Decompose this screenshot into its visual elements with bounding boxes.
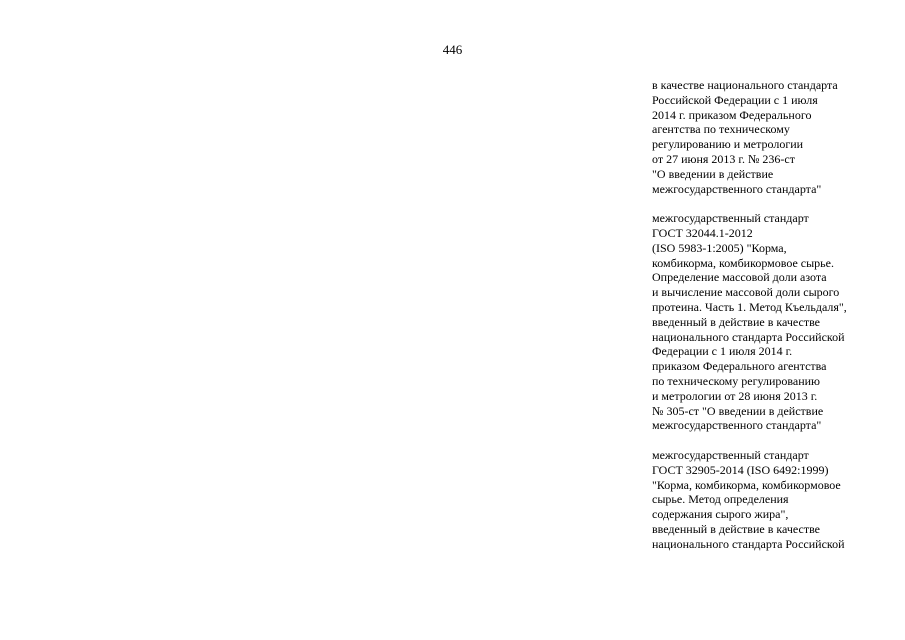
text-line: комбикорма, комбикормовое сырье. [652,255,834,270]
text-line: Федерации с 1 июля 2014 г. [652,344,793,359]
text-line: ГОСТ 32044.1-2012 [652,225,753,240]
text-line: по техническому регулированию [652,373,821,388]
text-line: содержания сырого жира", [652,507,789,522]
text-line: межгосударственный стандарт [652,447,809,462]
text-line: сырье. Метод определения [652,492,789,507]
paragraph-block [652,448,892,552]
text-line: межгосударственного стандарта" [652,418,822,433]
text-line: "О введении в действие [652,166,774,181]
text-line: Определение массовой доли азота [652,270,827,285]
text-line: "Корма, комбикорма, комбикормовое [652,477,841,492]
text-column [652,78,892,566]
text-line: протеина. Часть 1. Метод Къельдаля", [652,299,847,314]
page-number: 446 [442,42,463,57]
text-line: агентства по техническому [652,122,790,137]
text-line: и метрологии от 28 июня 2013 г. [652,388,818,403]
text-line: в качестве национального стандарта [652,78,838,92]
text-line: введенный в действие в качестве [652,521,821,536]
text-line: 2014 г. приказом Федерального [652,107,812,122]
text-line: приказом Федерального агентства [652,359,827,374]
paragraph-block [652,211,892,433]
text-line: регулированию и метрологии [652,137,804,152]
text-line: национального стандарта Российской [652,329,845,344]
text-line: ГОСТ 32905-2014 (ISO 6492:1999) [652,462,829,477]
text-line: национального стандарта Российской [652,536,845,551]
text-line: введенный в действие в качестве [652,314,821,329]
paragraph-block [652,78,892,196]
text-line: № 305-ст "О введении в действие [652,403,824,418]
text-line: межгосударственный стандарт [652,211,809,226]
text-line: от 27 июня 2013 г. № 236-ст [652,151,795,166]
text-line: Российской Федерации с 1 июля [652,92,818,107]
text-line: и вычисление массовой доли сырого [652,285,840,300]
text-line: (ISO 5983-1:2005) "Корма, [652,240,787,255]
text-line: межгосударственного стандарта" [652,181,822,196]
